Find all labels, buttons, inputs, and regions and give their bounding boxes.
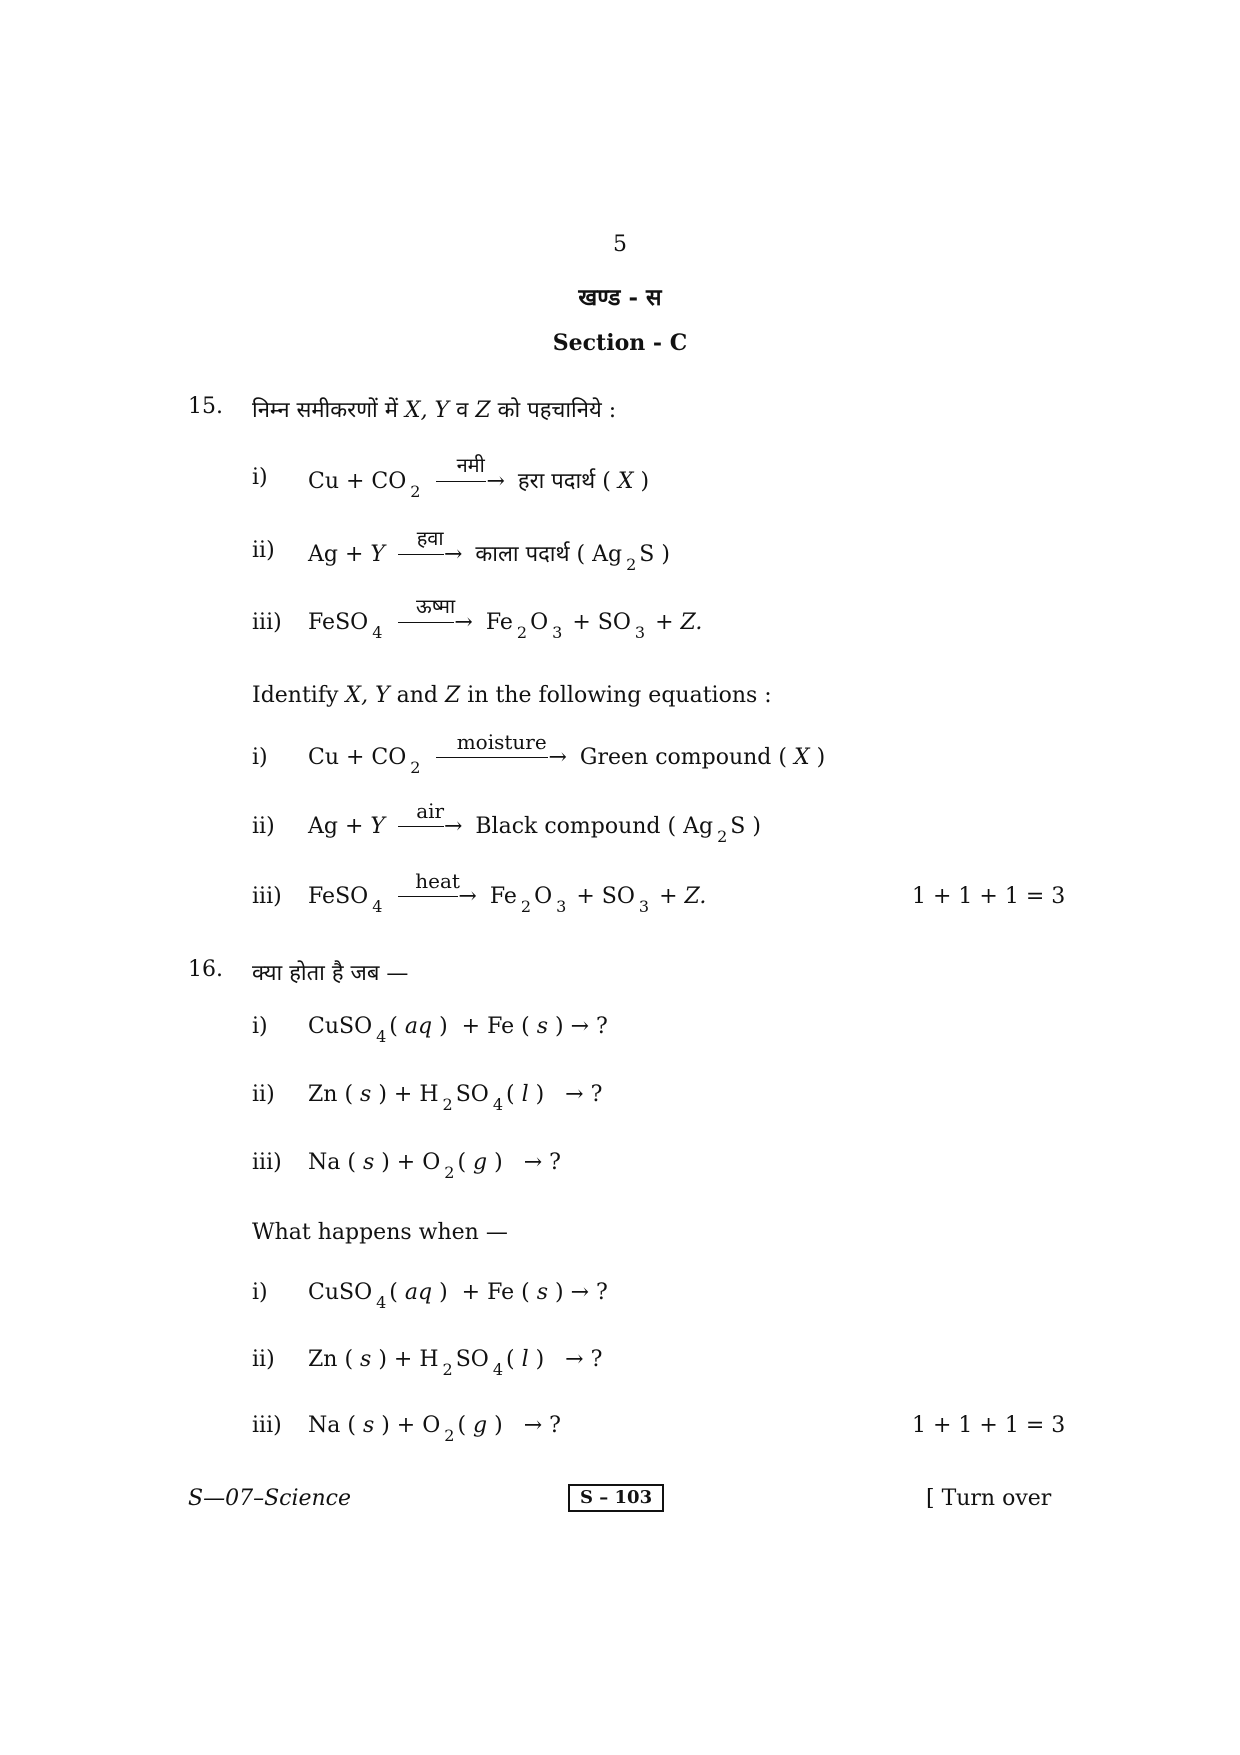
q15-hindi-item-label: iii) — [252, 610, 282, 635]
q15-english-item-label: iii) — [252, 884, 282, 909]
reaction-arrow: हवा → — [398, 542, 462, 567]
question-number-15: 15. — [188, 394, 223, 419]
page-number: 5 — [613, 232, 627, 257]
q16-item-label: i) — [252, 1014, 268, 1039]
q16-marks: 1 + 1 + 1 = 3 — [912, 1413, 1066, 1438]
footer-turn-over: [ Turn over — [926, 1486, 1052, 1511]
q15-hindi-equation-3: FeSO $_4$ ऊष्मा → Fe $_2$ O $_3$ + SO $_3$ + Z. — [308, 594, 703, 642]
reaction-arrow: air → — [398, 814, 462, 839]
q15-hindi-prompt: निम्न समीकरणों में X, Y व Z को पहचानिये : — [252, 398, 617, 423]
q16-item-label: iii) — [252, 1413, 282, 1438]
q15-hindi-equation-1: Cu + CO $_2$ नमी → हरा पदार्थ ( X ) — [308, 453, 650, 501]
q16-equation-3-english: Na ( s ) + O $_2$ ( g ) → ? — [308, 1413, 561, 1445]
q16-english-prompt: What happens when — — [252, 1220, 508, 1245]
q16-hindi-prompt: क्या होता है जब — — [252, 961, 409, 986]
q15-hindi-item-label: i) — [252, 465, 268, 490]
q16-equation-2: Zn ( s ) + H $_2$ SO $_4$ ( l ) → ? — [308, 1082, 603, 1114]
q15-english-item-label: ii) — [252, 814, 275, 839]
q16-equation-1: CuSO $_4$ ( aq ) + Fe ( s ) → ? — [308, 1014, 608, 1046]
q16-item-label: iii) — [252, 1150, 282, 1175]
q15-english-equation-1: Cu + CO $_2$ moisture → Green compound ( X ) — [308, 730, 826, 777]
q16-equation-2-english: Zn ( s ) + H $_2$ SO $_4$ ( l ) → ? — [308, 1347, 603, 1379]
q15-marks: 1 + 1 + 1 = 3 — [912, 884, 1066, 909]
q15-english-equation-2: Ag + Y air → Black compound ( Ag $_2$ S ) — [308, 799, 761, 846]
reaction-arrow: नमी → — [436, 469, 504, 494]
footer-series-code: S – 103 — [568, 1484, 664, 1512]
section-heading-hindi: खण्ड - स — [578, 284, 662, 311]
footer-paper-code: S—07–Science — [188, 1486, 352, 1511]
question-number-16: 16. — [188, 957, 223, 982]
q15-hindi-equation-2: Ag + Y हवा → काला पदार्थ ( Ag $_2$ S ) — [308, 526, 670, 574]
q16-item-label: ii) — [252, 1082, 275, 1107]
q15-hindi-item-label: ii) — [252, 538, 275, 563]
reaction-arrow: heat → — [398, 884, 476, 909]
q16-equation-3: Na ( s ) + O $_2$ ( g ) → ? — [308, 1150, 561, 1182]
q16-equation-1-english: CuSO $_4$ ( aq ) + Fe ( s ) → ? — [308, 1280, 608, 1312]
q16-item-label: ii) — [252, 1347, 275, 1372]
q15-english-prompt: Identify X, Y and Z in the following equations : — [252, 683, 772, 708]
reaction-arrow: moisture → — [436, 745, 566, 770]
reaction-arrow: ऊष्मा → — [398, 610, 472, 635]
q16-item-label: i) — [252, 1280, 268, 1305]
q15-english-item-label: i) — [252, 745, 268, 770]
q15-english-equation-3: FeSO $_4$ heat → Fe $_2$ O $_3$ + SO $_3$ + Z. — [308, 869, 707, 916]
section-heading-english: Section - C — [552, 330, 688, 356]
